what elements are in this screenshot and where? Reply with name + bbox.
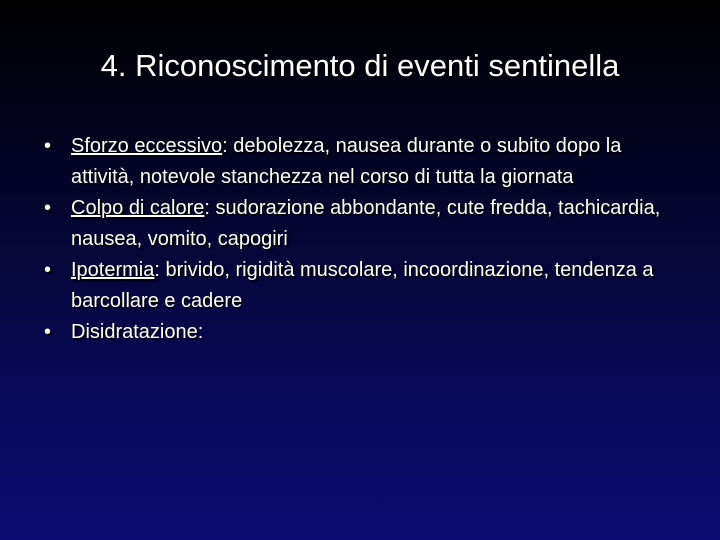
bullet-text: sudorazione abbondante, cute fredda, tachicardia, nausea, vomito, capogiri [71, 197, 661, 250]
bullet-icon: • [44, 135, 52, 157]
bullet-separator: : [222, 135, 228, 157]
slide-title: 4. Riconoscimento di eventi sentinella [100, 48, 620, 83]
bullet-item-ipotermia [44, 255, 674, 317]
bullet-icon: • [44, 259, 52, 281]
bullet-text: Disidratazione: [71, 321, 204, 343]
bullet-text: debolezza, nausea durante o subito dopo la attività, notevole stanchezza nel corso di tutta la giornata [71, 135, 622, 188]
bullet-text: brivido, rigidità muscolare, incoordinazione, tendenza a barcollare e cadere [71, 259, 654, 312]
bullet-separator: : [204, 197, 210, 219]
bullet-item-colpo-di-calore [44, 193, 674, 255]
bullet-item-sforzo [44, 131, 674, 193]
bullet-list [44, 131, 674, 348]
bullet-separator: : [154, 259, 160, 281]
bullet-icon: • [44, 321, 52, 343]
bullet-term: Ipotermia [71, 259, 155, 281]
bullet-item-disidratazione [44, 317, 674, 348]
bullet-icon: • [44, 197, 52, 219]
bullet-term: Colpo di calore [71, 197, 205, 219]
bullet-term: Sforzo eccessivo [71, 135, 223, 157]
